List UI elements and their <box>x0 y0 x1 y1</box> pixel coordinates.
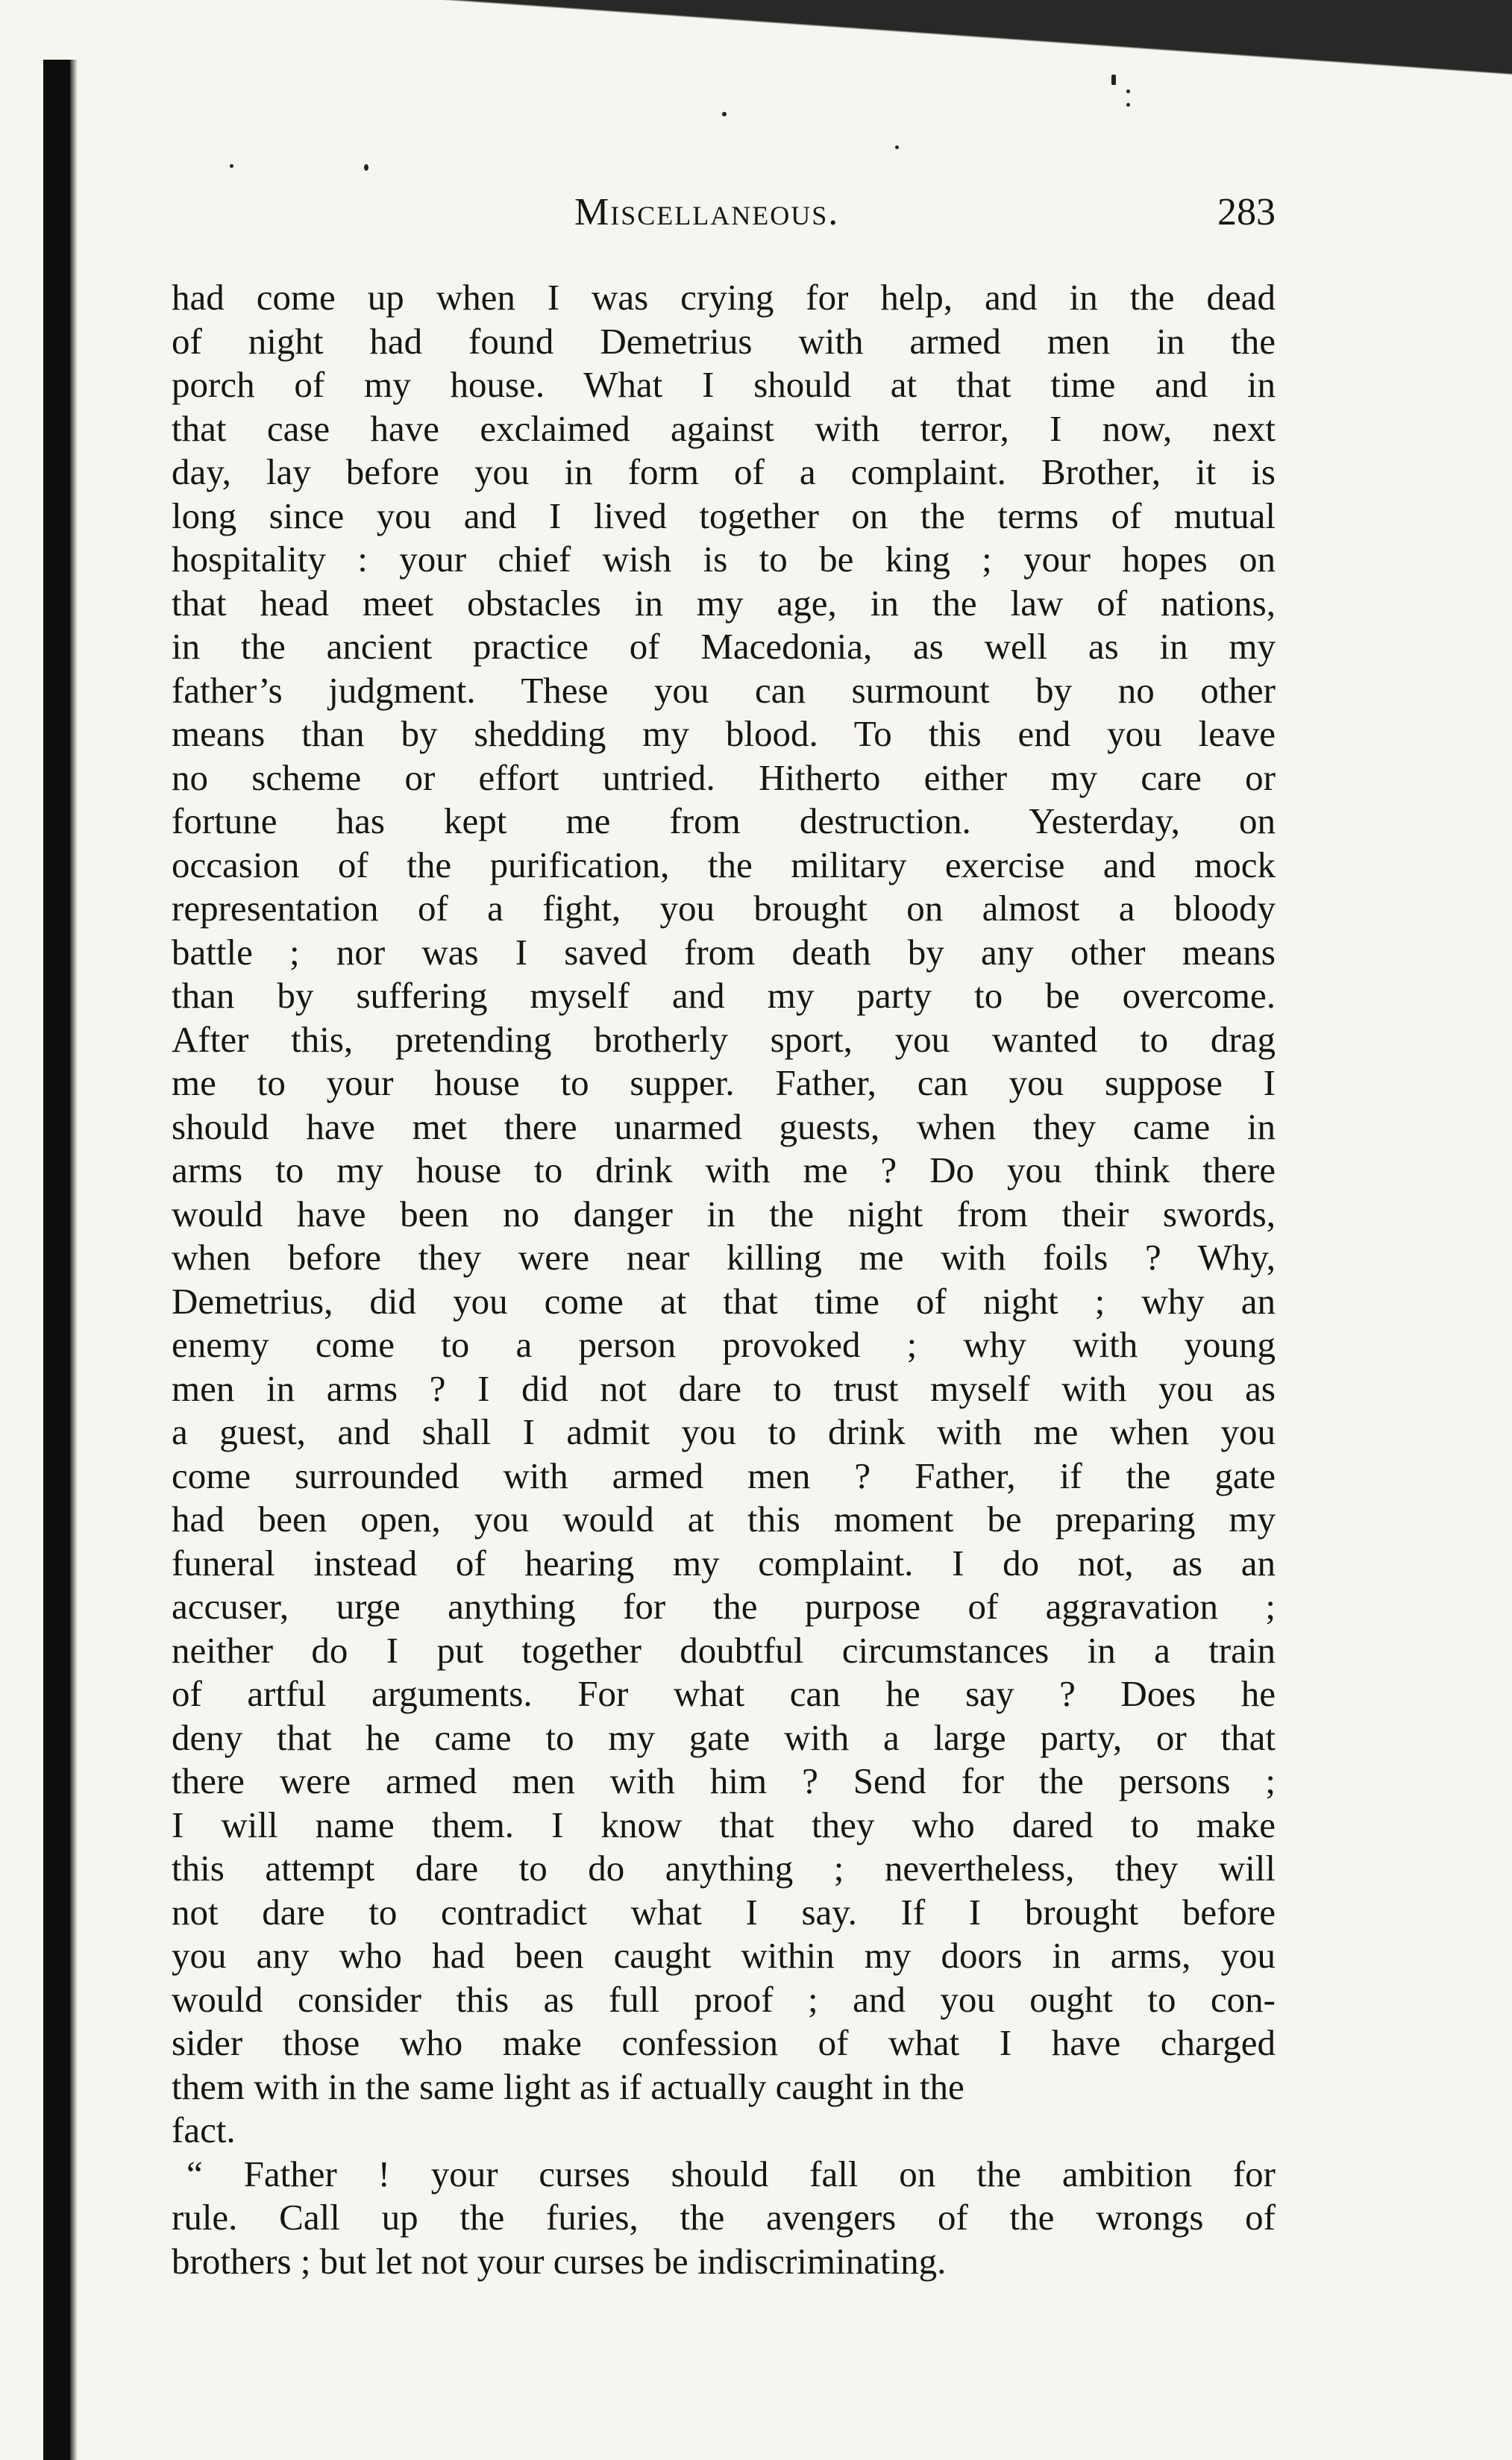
scan-speck <box>230 164 233 168</box>
text-line: not dare to contradict what I say. If I brought before <box>172 1891 1276 1933</box>
text-line: After this, pretending brotherly sport, you wanted to drag <box>172 1018 1276 1060</box>
page-header <box>172 190 1276 250</box>
text-line: would consider this as full proof ; and you ought to con- <box>172 1978 1276 2020</box>
text-line: of artful arguments. For what can he say ? Does he <box>172 1673 1276 1714</box>
text-line: battle ; nor was I saved from death by any other means <box>172 931 1276 973</box>
scan-speck <box>895 145 899 149</box>
text-line: them with in the same light as if actually caught in the <box>172 2065 964 2107</box>
scan-left-border-shadow <box>70 60 78 2460</box>
text-line: sider those who make confession of what I have charged <box>172 2022 1276 2063</box>
text-line: fortune has kept me from destruction. Yesterday, on <box>172 800 1276 841</box>
text-line: I will name them. I know that they who dared to make <box>172 1804 1276 1845</box>
text-line: “ Father ! your curses should fall on the ambition for <box>186 2153 1276 2194</box>
text-line: in the ancient practice of Macedonia, as well as in my <box>172 626 1276 667</box>
scan-speck <box>722 112 727 116</box>
text-line: means than by shedding my blood. To this end you leave <box>172 713 1276 754</box>
text-line: Demetrius, did you come at that time of night ; why an <box>172 1280 1276 1322</box>
text-line: than by suffering myself and my party to be overcome. <box>172 975 1276 1016</box>
text-line: you any who had been caught within my doors in arms, you <box>172 1935 1276 1976</box>
text-line: me to your house to supper. Father, can you suppose I <box>172 1062 1276 1103</box>
text-line: this attempt dare to do anything ; nevertheless, they will <box>172 1848 1276 1889</box>
scan-left-border <box>43 60 70 2460</box>
text-line: no scheme or effort untried. Hitherto either my care or <box>172 756 1276 798</box>
text-line: accuser, urge anything for the purpose of aggravation ; <box>172 1586 1276 1627</box>
text-line: when before they were near killing me with foils ? Why, <box>172 1237 1276 1278</box>
text-line: long since you and I lived together on the terms of mutual <box>172 495 1276 536</box>
body-text <box>172 276 1276 2283</box>
text-line: fact. <box>172 2109 236 2150</box>
text-line: that case have exclaimed against with terror, I now, next <box>172 407 1276 449</box>
text-line: had come up when I was crying for help, and in the dead <box>172 277 1276 318</box>
text-line: had been open, you would at this moment be preparing my <box>172 1499 1276 1540</box>
text-line: day, lay before you in form of a complaint. Brother, it is <box>172 451 1276 492</box>
text-line: representation of a fight, you brought on almost a bloody <box>172 888 1276 929</box>
scan-speck <box>1111 75 1116 85</box>
text-line: enemy come to a person provoked ; why with young <box>172 1324 1276 1365</box>
scan-speck <box>364 164 368 171</box>
text-line: a guest, and shall I admit you to drink with me when you <box>172 1411 1276 1452</box>
text-line: there were armed men with him ? Send for the persons ; <box>172 1760 1276 1801</box>
running-head: Miscellaneous. <box>574 191 840 233</box>
text-line: arms to my house to drink with me ? Do you think there <box>172 1149 1276 1190</box>
text-line: come surrounded with armed men ? Father, if the gate <box>172 1455 1276 1496</box>
text-line: occasion of the purification, the military exercise and mock <box>172 844 1276 885</box>
text-line: rule. Call up the furies, the avengers of the wrongs of <box>172 2197 1276 2238</box>
text-line: neither do I put together doubtful circumstances in a train <box>172 1629 1276 1671</box>
page-number: 283 <box>1217 191 1276 233</box>
scan-speck <box>1126 90 1130 93</box>
text-line: porch of my house. What I should at that time and in <box>172 364 1276 405</box>
scan-speck <box>1126 103 1130 107</box>
text-line: hospitality : your chief wish is to be king ; your hopes on <box>172 539 1276 580</box>
text-line: of night had found Demetrius with armed men in the <box>172 320 1276 362</box>
text-line: men in arms ? I did not dare to trust myself with you as <box>172 1367 1276 1409</box>
text-line: father’s judgment. These you can surmount by no other <box>172 669 1276 711</box>
text-line: deny that he came to my gate with a large party, or that <box>172 1716 1276 1758</box>
scan-top-border <box>0 0 1512 82</box>
text-line: brothers ; but let not your curses be indiscriminating. <box>172 2240 947 2282</box>
text-line: would have been no danger in the night from their swords, <box>172 1193 1276 1234</box>
text-line: should have met there unarmed guests, when they came in <box>172 1105 1276 1147</box>
text-line: that head meet obstacles in my age, in the law of nations, <box>172 582 1276 624</box>
text-line: funeral instead of hearing my complaint. I do not, as an <box>172 1542 1276 1584</box>
